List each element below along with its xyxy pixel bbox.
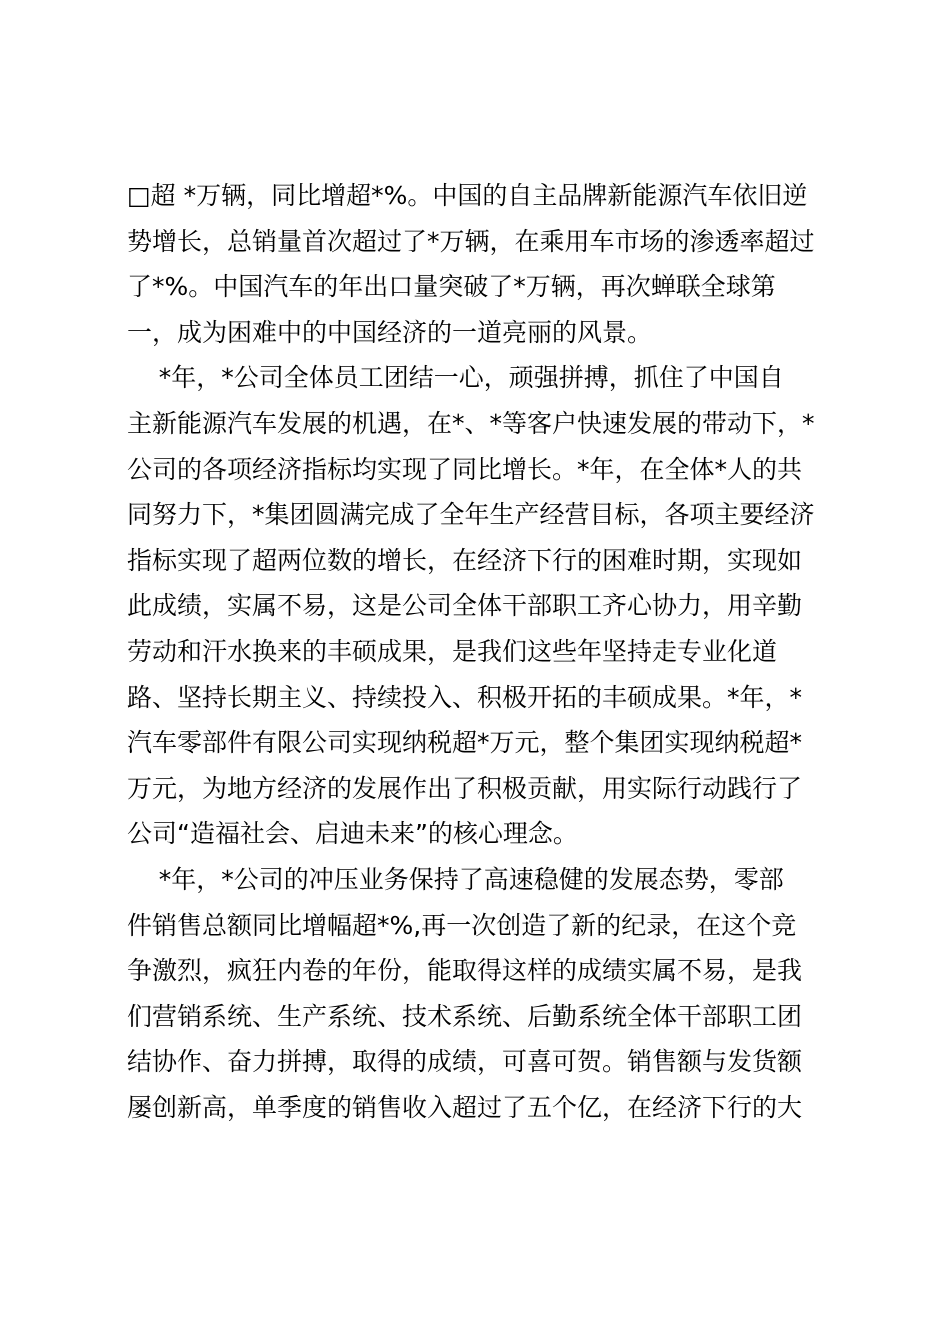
text-line: 了*%。中国汽车的年出口量突破了*万辆，再次蝉联全球第 [127,272,776,302]
paragraph [127,857,839,1131]
text-line: 同努力下，*集团圆满完成了全年生产经营目标，各项主要经济 [127,500,815,530]
paragraph [127,173,839,355]
text-line: 一，成为困难中的中国经济的一道亮丽的风景。 [127,317,653,347]
text-line: 件销售总额同比增幅超*%,再一次创造了新的纪录，在这个竞 [127,910,797,940]
text-line: 势增长，总销量首次超过了*万辆，在乘用车市场的渗透率超过 [127,226,815,256]
text-line: 汽车零部件有限公司实现纳税超*万元，整个集团实现纳税超* [127,728,803,758]
text-line: 屡创新高，单季度的销售收入超过了五个亿，在经济下行的大 [127,1092,803,1122]
text-line: *年，*公司全体员工团结一心，顽强拼搏，抓住了中国自 [127,363,784,393]
text-line: 劳动和汗水换来的丰硕成果，是我们这些年坚持走专业化道 [127,636,778,666]
text-line: □超 *万辆，同比增超*%。中国的自主品牌新能源汽车依旧逆 [127,181,808,210]
text-line: *年，*公司的冲压业务保持了高速稳健的发展态势，零部 [127,864,784,894]
body-text [127,173,839,1130]
text-line: 们营销系统、生产系统、技术系统、后勤系统全体干部职工团 [127,1001,803,1031]
text-line: 结协作、奋力拼搏，取得的成绩，可喜可贺。销售额与发货额 [127,1047,803,1077]
paragraph [127,355,839,857]
text-line: 争激烈，疯狂内卷的年份，能取得这样的成绩实属不易，是我 [127,956,803,986]
text-line: 此成绩，实属不易，这是公司全体干部职工齐心协力，用辛勤 [127,591,803,621]
text-line: 万元，为地方经济的发展作出了积极贡献，用实际行动践行了 [127,773,803,803]
text-line: 路、坚持长期主义、持续投入、积极开拓的丰硕成果。*年，* [127,682,803,712]
text-line: 公司“造福社会、启迪未来”的核心理念。 [127,819,578,849]
text-line: 主新能源汽车发展的机遇，在*、*等客户快速发展的带动下，* [127,408,815,438]
text-line: 公司的各项经济指标均实现了同比增长。*年，在全体*人的共 [127,454,803,484]
text-line: 指标实现了超两位数的增长，在经济下行的困难时期，实现如 [127,545,803,575]
